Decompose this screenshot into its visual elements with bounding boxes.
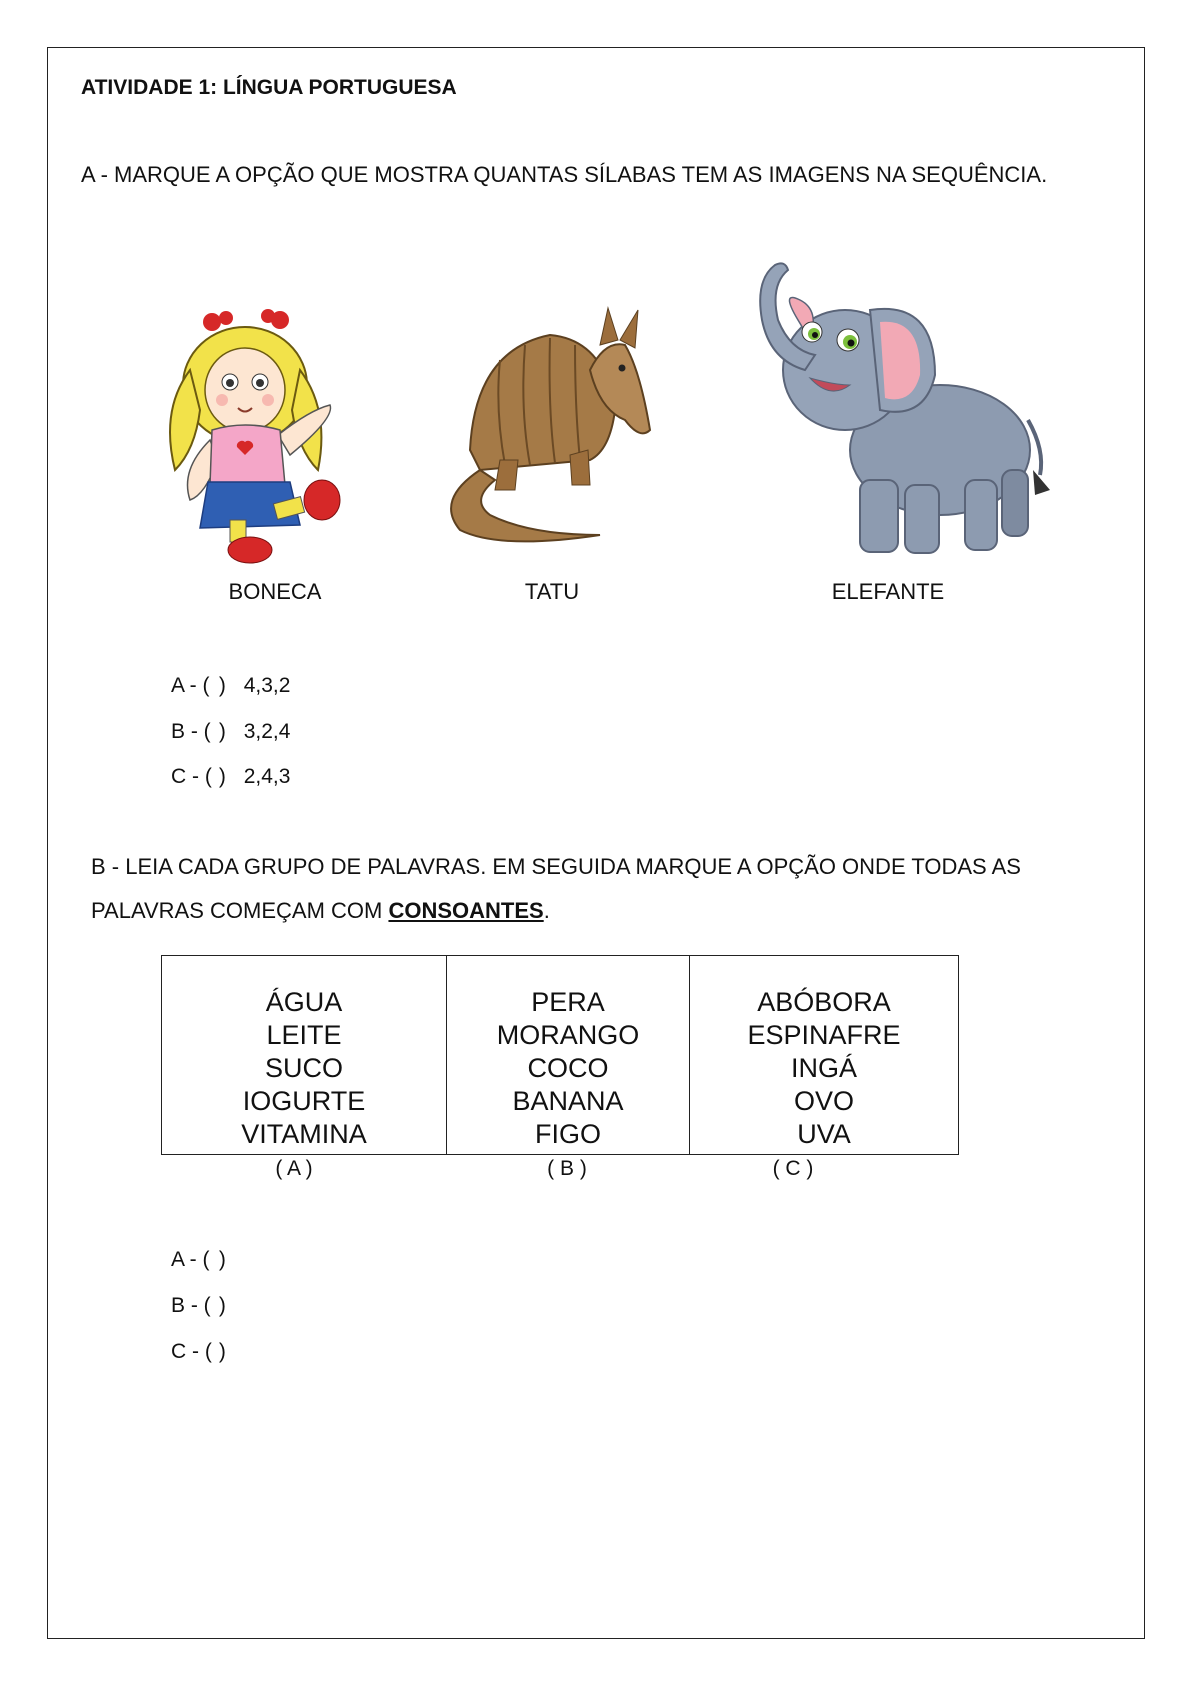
word: COCO xyxy=(527,1053,609,1083)
word: LEITE xyxy=(266,1020,342,1050)
armadillo-illustration xyxy=(440,300,670,560)
word: BANANA xyxy=(512,1086,624,1116)
option-b-b-checkbox[interactable]: ) xyxy=(218,1294,226,1317)
option-b-row xyxy=(171,720,290,744)
group-label-a: ( A ) xyxy=(275,1157,313,1180)
word-group-b xyxy=(446,956,689,1154)
word: FIGO xyxy=(535,1119,601,1149)
option-c-row xyxy=(171,765,290,789)
caption-tatu: TATU xyxy=(524,579,580,604)
question-b-text-end: . xyxy=(543,898,550,923)
elephant-illustration xyxy=(750,260,1060,570)
word: ESPINAFRE xyxy=(747,1020,901,1050)
word-group-a xyxy=(162,956,446,1154)
word: VITAMINA xyxy=(241,1119,367,1149)
word: IOGURTE xyxy=(242,1086,366,1116)
option-b-letter: B - ( xyxy=(171,720,211,743)
activity-title: ATIVIDADE 1: LÍNGUA PORTUGUESA xyxy=(81,76,457,99)
option-a-checkbox[interactable]: ) xyxy=(218,674,226,697)
option-a-row xyxy=(171,674,290,698)
option-a-letter: A - ( xyxy=(171,674,210,697)
option-b-b-letter: B - ( xyxy=(171,1294,211,1317)
word: ÁGUA xyxy=(265,987,343,1017)
option-b-c-row xyxy=(171,1340,226,1364)
option-b-a-letter: A - ( xyxy=(171,1248,210,1271)
option-b-checkbox[interactable]: ) xyxy=(218,720,226,743)
option-a-value: 4,3,2 xyxy=(243,674,291,697)
option-b-b-row xyxy=(171,1294,226,1318)
option-c-letter: C - ( xyxy=(171,765,212,788)
word: SUCO xyxy=(264,1053,343,1083)
word: PERA xyxy=(531,987,605,1017)
doll-illustration xyxy=(150,300,360,565)
option-b-value: 3,2,4 xyxy=(243,720,291,743)
word: MORANGO xyxy=(496,1020,640,1050)
group-label-b: ( B ) xyxy=(547,1157,587,1180)
word: ABÓBORA xyxy=(757,987,891,1017)
option-c-checkbox[interactable]: ) xyxy=(218,765,226,788)
option-b-c-letter: C - ( xyxy=(171,1340,212,1363)
question-b-text xyxy=(91,845,1101,933)
word: INGÁ xyxy=(790,1053,857,1083)
group-label-c: ( C ) xyxy=(772,1157,814,1180)
question-b-text-main: B - LEIA CADA GRUPO DE PALAVRAS. EM SEGUIDA MARQUE A OPÇÃO ONDE TODAS AS PALAVRAS COMEÇAM COM xyxy=(91,854,1021,923)
word: OVO xyxy=(793,1086,854,1116)
option-b-a-row xyxy=(171,1248,226,1272)
caption-boneca: BONECA xyxy=(228,579,322,604)
question-a-text: A - MARQUE A OPÇÃO QUE MOSTRA QUANTAS SÍLABAS TEM AS IMAGENS NA SEQUÊNCIA. xyxy=(81,162,1048,187)
option-c-value: 2,4,3 xyxy=(243,765,291,788)
caption-elefante: ELEFANTE xyxy=(831,579,945,604)
option-b-a-checkbox[interactable]: ) xyxy=(218,1248,226,1271)
word-group-c xyxy=(689,956,958,1154)
word: UVA xyxy=(797,1119,851,1149)
word-groups-table xyxy=(161,955,959,1155)
question-b-emphasis: CONSOANTES xyxy=(388,898,544,923)
option-b-c-checkbox[interactable]: ) xyxy=(218,1340,226,1363)
